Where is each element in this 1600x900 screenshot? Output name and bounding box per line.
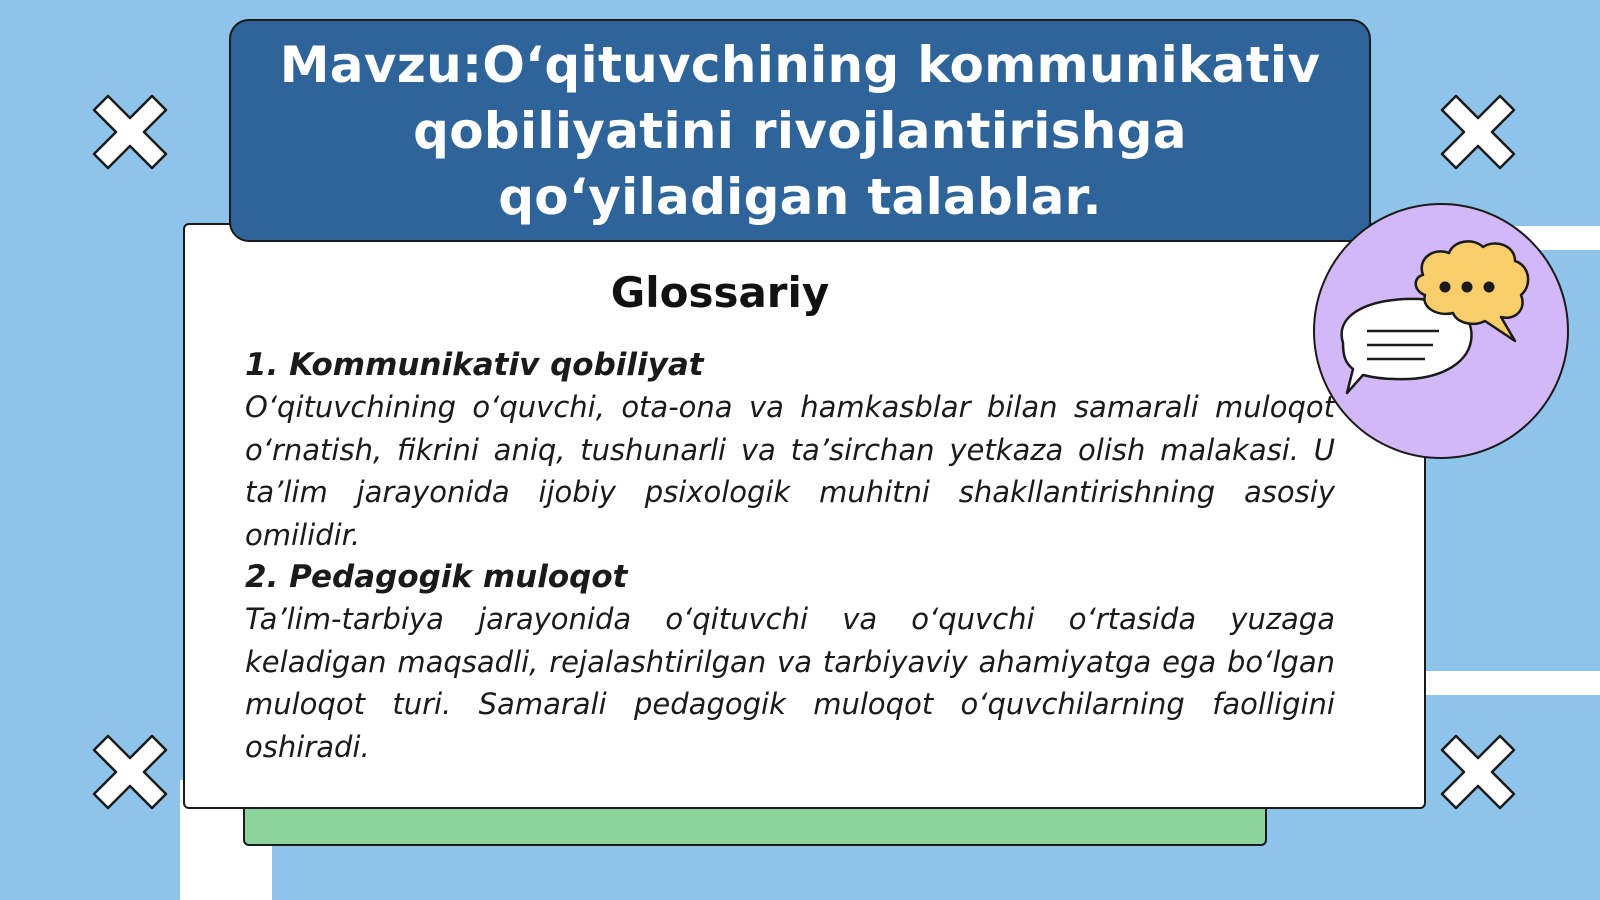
chat-bubbles-icon: [1315, 205, 1571, 461]
x-mark-icon: [90, 92, 170, 172]
glossary-heading: Glossariy: [610, 268, 830, 317]
x-mark-icon: [1438, 92, 1518, 172]
glossary-term: 1. Kommunikativ qobiliyat: [245, 347, 704, 383]
glossary-definition: Ta’lim-tarbiya jarayonida o‘qituvchi va o‘quvchi o‘rtasida yuzaga keladigan maqsadli, rejalashtirilgan va tarbiyaviy ahamiyatga ega bo‘lgan muloqot turi. Samarali pedagogik muloqot o‘quvchilarning faolligini oshiradi.: [245, 602, 1335, 764]
glossary-definition: O‘qituvchining o‘quvchi, ota-ona va hamkasblar bilan samarali muloqot o‘rnatish, fikrini aniq, tushunarli va ta’sirchan yetkaza olish malakasi. U ta’lim jarayonida ijobiy psixologik muhitni shakllantirishning asosiy omilidir.: [245, 390, 1335, 552]
chat-circle: [1313, 203, 1569, 459]
slide-title: Mavzu:O‘qituvchining kommunikativ qobiliyatini rivojlantirishga qo‘yiladigan talablar.: [279, 35, 1321, 226]
x-mark-icon: [90, 732, 170, 812]
glossary-term: 2. Pedagogik muloqot: [245, 559, 628, 595]
x-mark-icon: [1438, 732, 1518, 812]
title-box: [229, 19, 1371, 242]
glossary-content: [245, 344, 1335, 768]
